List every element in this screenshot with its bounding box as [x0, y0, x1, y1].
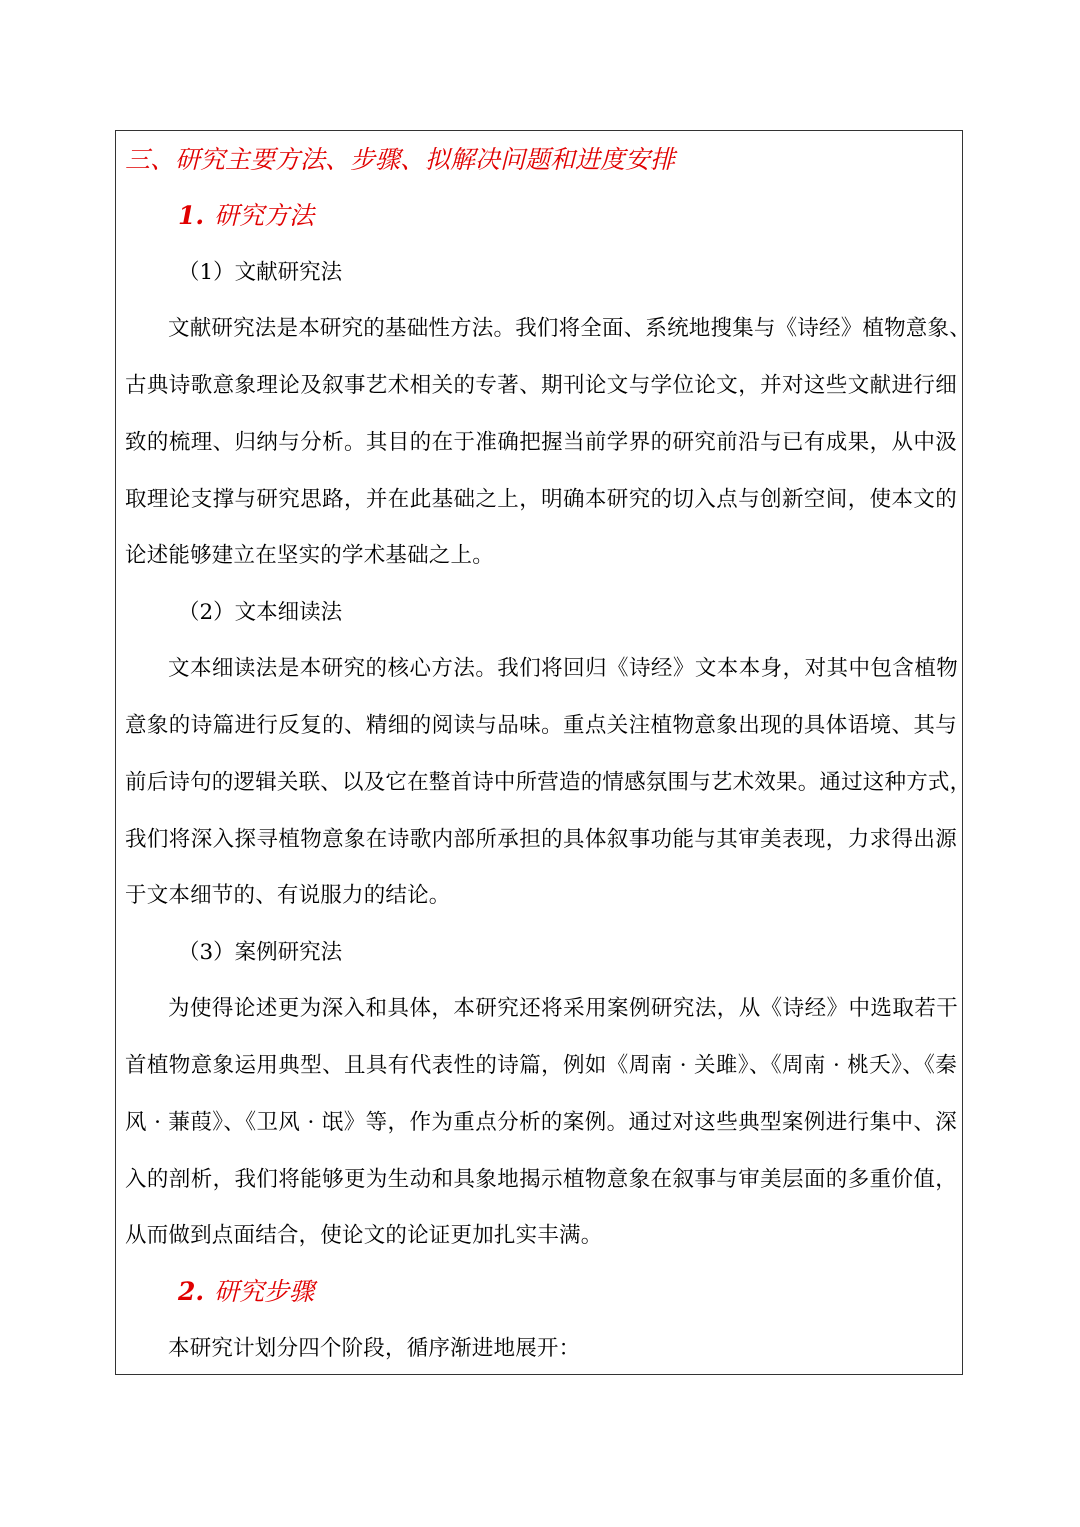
paragraph-line: 取理论支撑与研究思路，并在此基础之上，明确本研究的切入点与创新空间，使本文的 [125, 487, 957, 512]
paragraph-line: 于文本细节的、有说服力的结论。 [125, 883, 451, 908]
paragraph-line: 我们将深入探寻植物意象在诗歌内部所承担的具体叙事功能与其审美表现，力求得出源 [125, 827, 957, 852]
paragraph-line: 首植物意象运用典型、且具有代表性的诗篇，例如《周南 · 关雎》、《周南 · 桃夭》、《秦 [125, 1053, 957, 1078]
paragraph-line: 意象的诗篇进行反复的、精细的阅读与品味。重点关注植物意象出现的具体语境、其与 [125, 713, 957, 738]
methods-heading [178, 198, 314, 234]
paragraph-line: 论述能够建立在坚实的学术基础之上。 [125, 543, 494, 568]
methods-title: 研究方法 [214, 201, 315, 230]
paragraph-line: 入的剖析，我们将能够更为生动和具象地揭示植物意象在叙事与审美层面的多重价值， [125, 1167, 957, 1192]
section-title: 三、研究主要方法、步骤、拟解决问题和进度安排 [125, 145, 676, 174]
paragraph-line: 文献研究法是本研究的基础性方法。我们将全面、系统地搜集与《诗经》植物意象、 [168, 316, 971, 341]
paragraph-line: 风 · 蒹葭》、《卫风 · 氓》等，作为重点分析的案例。通过对这些典型案例进行集中、深 [125, 1110, 957, 1135]
paragraph-line: 从而做到点面结合，使论文的论证更加扎实丰满。 [125, 1223, 603, 1248]
paragraph-line: 致的梳理、归纳与分析。其目的在于准确把握当前学界的研究前沿与已有成果，从中汲 [125, 430, 957, 455]
case-study-method-label: （3）案例研究法 [178, 940, 343, 965]
paragraph-line: 为使得论述更为深入和具体，本研究还将采用案例研究法，从《诗经》中选取若干 [168, 996, 958, 1021]
paragraph-line: 古典诗歌意象理论及叙事艺术相关的专著、期刊论文与学位论文，并对这些文献进行细 [125, 373, 957, 398]
steps-heading [178, 1274, 314, 1310]
steps-intro: 本研究计划分四个阶段，循序渐进地展开： [168, 1336, 581, 1361]
methods-number: 1. [178, 201, 205, 230]
steps-number: 2. [178, 1277, 205, 1306]
steps-title: 研究步骤 [214, 1277, 315, 1306]
paragraph-line: 文本细读法是本研究的核心方法。我们将回归《诗经》文本本身，对其中包含植物 [168, 656, 958, 681]
close-reading-method-label: （2）文本细读法 [178, 600, 343, 625]
literature-method-label: （1）文献研究法 [178, 260, 343, 285]
paragraph-line: 前后诗句的逻辑关联、以及它在整首诗中所营造的情感氛围与艺术效果。通过这种方式， [125, 770, 972, 795]
